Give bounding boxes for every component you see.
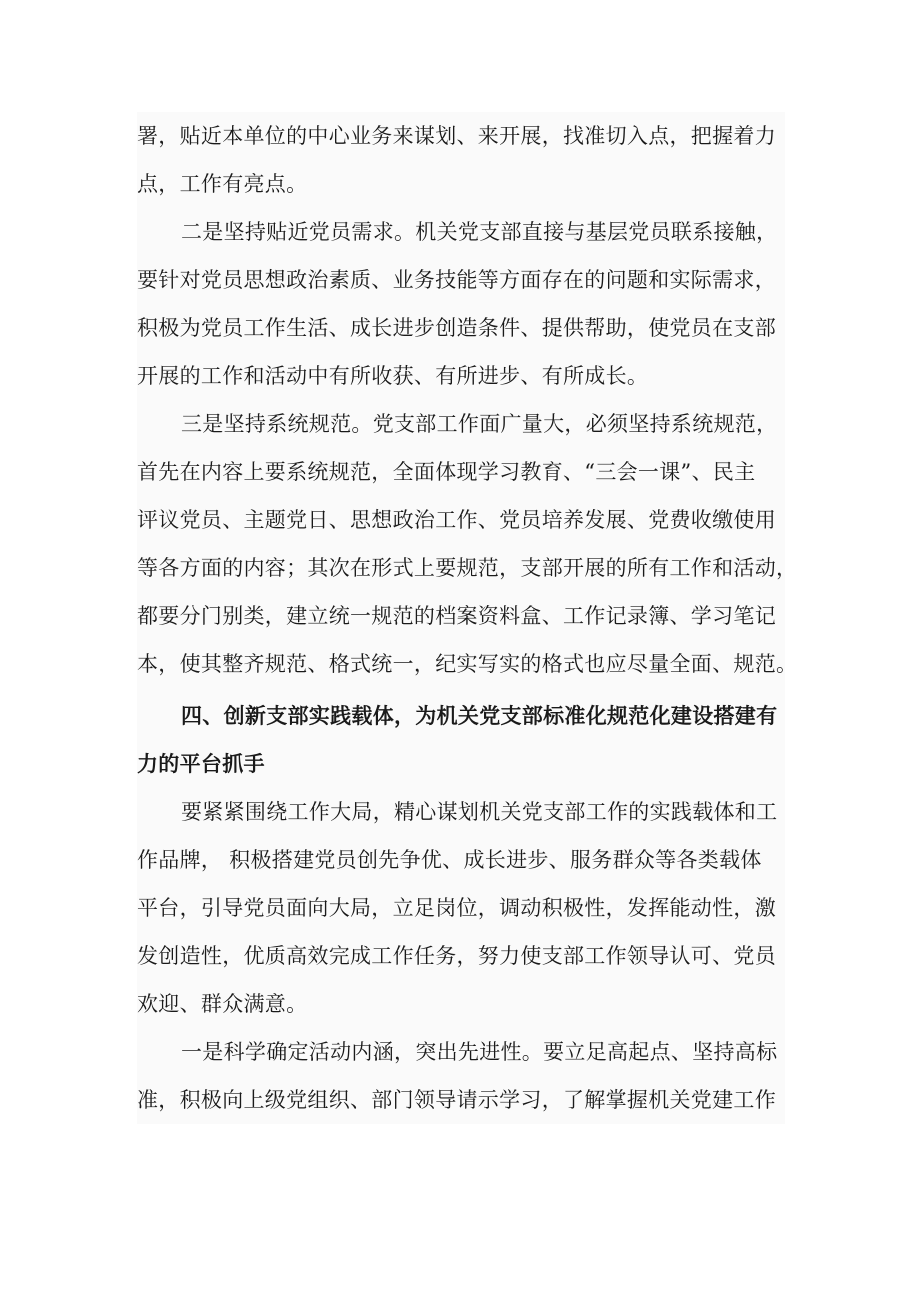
section-heading-line: 四、创新支部实践载体，为机关党支部标准化规范化建设搭建有 (181, 703, 778, 728)
paragraph-line: 署，贴近本单位的中心业务来谋划、来开展，找准切入点，把握着力 (137, 124, 776, 148)
paragraph-line: 发创造性，优质高效完成工作任务，努力使支部工作领导认可、党员 (137, 944, 776, 968)
paragraph-line: 评议党员、主题党日、思想政治工作、党员培养发展、党费收缴使用 (137, 508, 776, 532)
paragraph-line: 三是坚持系统规范。党支部工作面广量大，必须坚持系统规范， (181, 412, 778, 436)
paragraph-line: 等各方面的内容；其次在形式上要规范，支部开展的所有工作和活动， (137, 556, 798, 580)
paragraph-line: 二是坚持贴近党员需求。机关党支部直接与基层党员联系接触， (181, 220, 778, 244)
paragraph-line: 开展的工作和活动中有所收获、有所进步、有所成长。 (137, 364, 649, 388)
paragraph-line: 准，积极向上级党组织、部门领导请示学习，了解掌握机关党建工作 (137, 1088, 776, 1112)
paragraph-line: 作品牌， 积极搭建党员创先争优、成长进步、服务群众等各类载体 (137, 848, 762, 872)
paragraph-line: 点，工作有亮点。 (137, 172, 308, 196)
paragraph-line: 都要分门别类，建立统一规范的档案资料盒、工作记录簿、学习笔记 (137, 604, 776, 628)
paragraph-line: 积极为党员工作生活、成长进步创造条件、提供帮助，使党员在支部 (137, 316, 776, 340)
paragraph-line: 欢迎、群众满意。 (137, 992, 308, 1016)
paragraph-line: 本，使其整齐规范、格式统一，纪实写实的格式也应尽量全面、规范。 (137, 652, 798, 676)
paragraph-line: 首先在内容上要系统规范，全面体现学习教育、“三会一课”、民主 (137, 460, 756, 484)
document-body (137, 112, 798, 1124)
paragraph-line: 要紧紧围绕工作大局，精心谋划机关党支部工作的实践载体和工 (181, 800, 778, 824)
section-heading-line: 力的平台抓手 (137, 751, 265, 776)
paragraph-line: 平台，引导党员面向大局，立足岗位，调动积极性，发挥能动性，激 (137, 896, 776, 920)
paragraph-line: 一是科学确定活动内涵，突出先进性。要立足高起点、坚持高标 (181, 1040, 778, 1064)
paragraph-line: 要针对党员思想政治素质、业务技能等方面存在的问题和实际需求， (137, 268, 776, 292)
